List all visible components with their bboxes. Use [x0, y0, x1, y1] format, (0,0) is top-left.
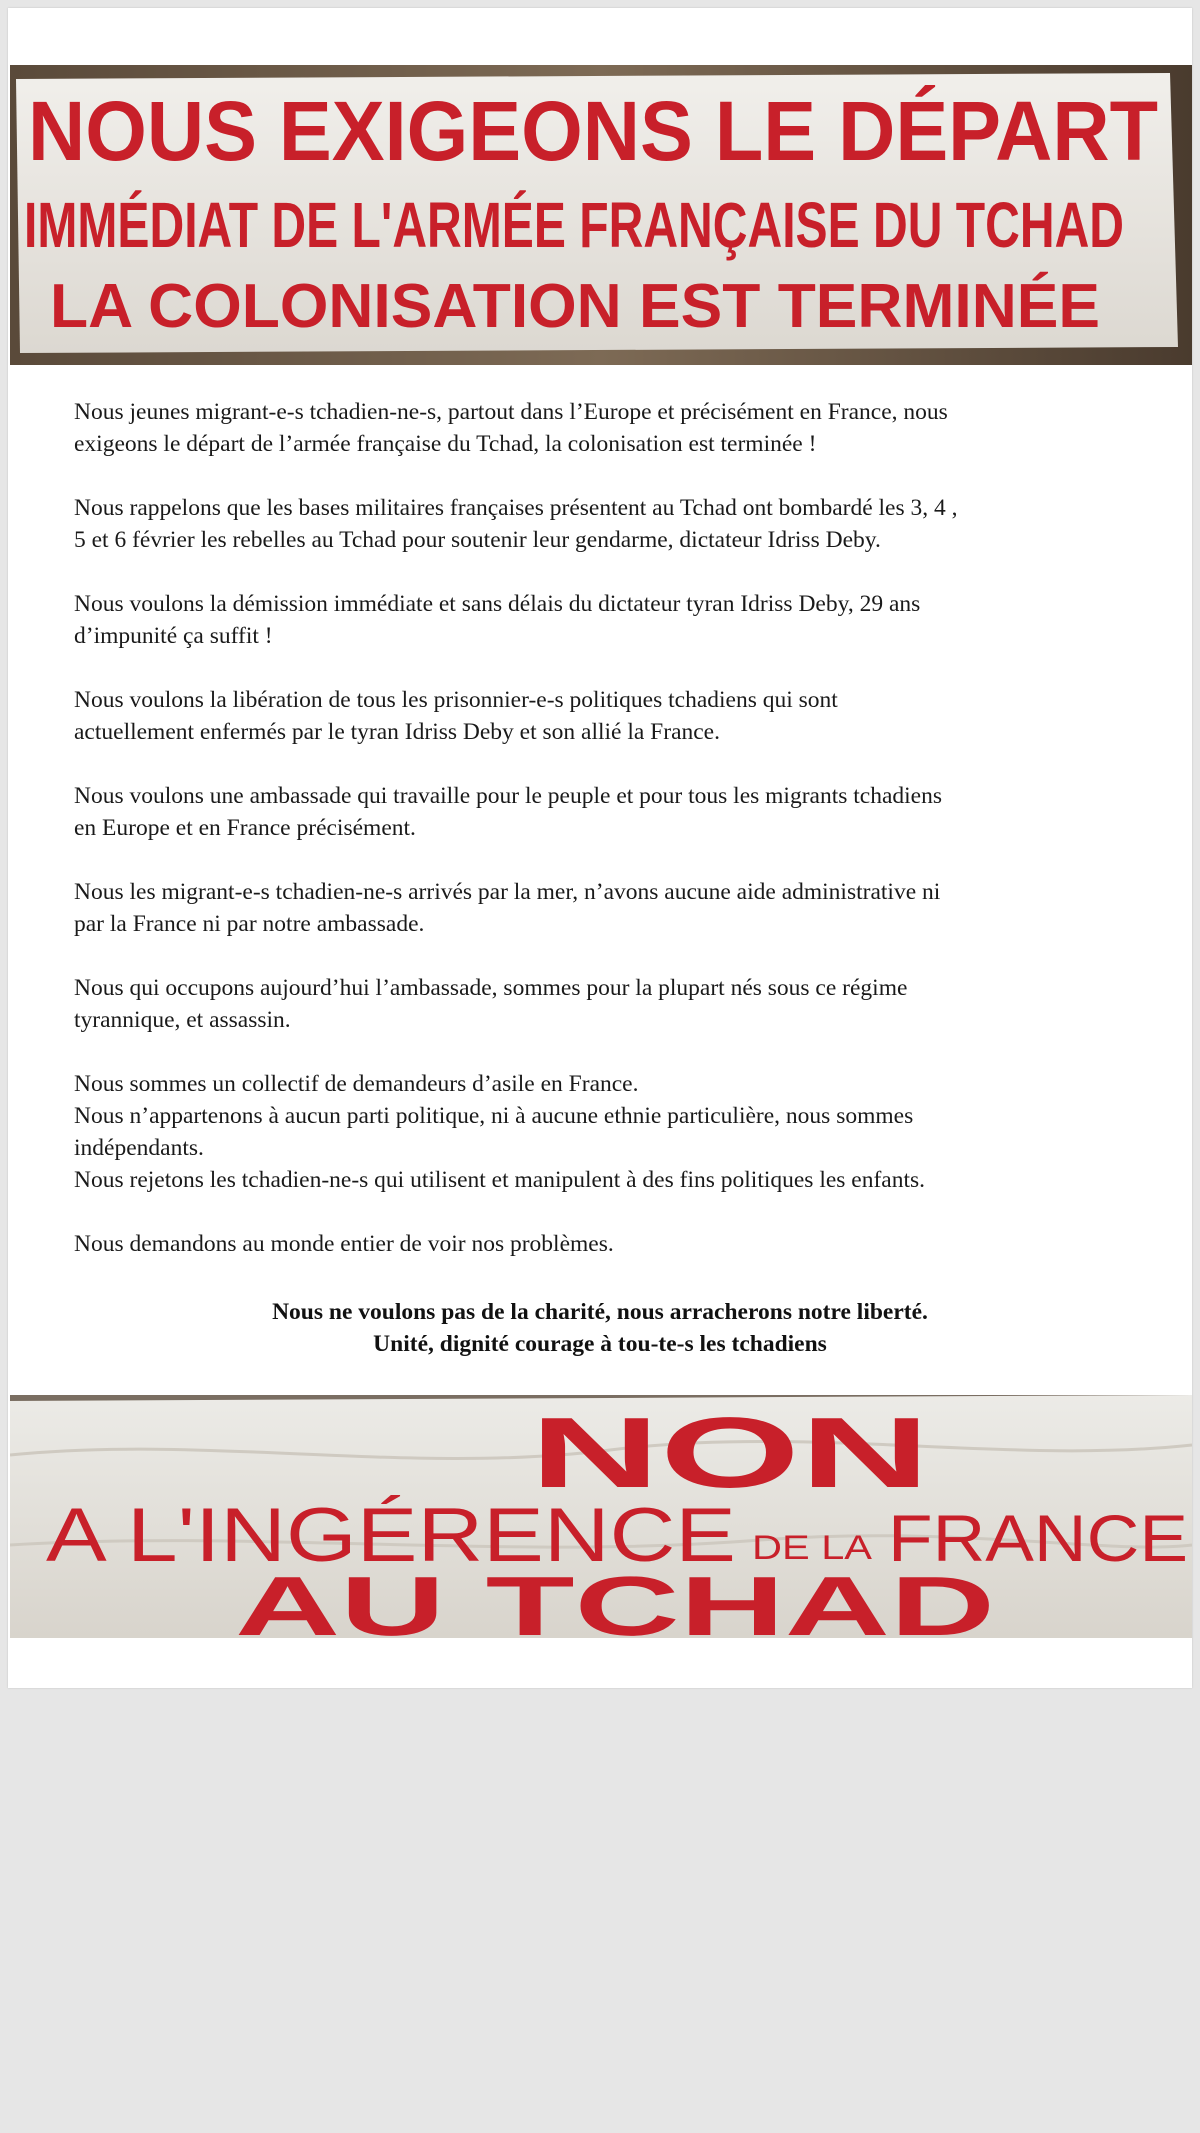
paragraph-5	[74, 780, 1134, 844]
bottom-banner-line-3: AU TCHAD	[235, 1559, 995, 1638]
bottom-banner-photo	[10, 1395, 1192, 1638]
paragraph-9	[74, 1228, 1134, 1260]
paragraph-line: Nous voulons la libération de tous les prisonnier-e-s politiques tchadiens qui sont	[74, 687, 838, 713]
paragraph-line: Nous qui occupons aujourd’hui l’ambassade, sommes pour la plupart nés sous ce régime	[74, 975, 908, 1001]
paragraph-line: Nous les migrant-e-s tchadien-ne-s arrivés par la mer, n’avons aucune aide administrative ni	[74, 879, 941, 905]
document-page	[8, 8, 1192, 1688]
top-banner-line-2: IMMÉDIAT DE L'ARMÉE FRANÇAISE DU TCHAD	[24, 189, 1124, 261]
bottom-banner-line-2b: DE LA	[752, 1529, 873, 1567]
paragraph-line: en Europe et en France précisément.	[74, 815, 416, 841]
paragraph-line: Nous sommes un collectif de demandeurs d’asile en France.	[74, 1071, 639, 1097]
paragraph-line: Nous voulons une ambassade qui travaille pour le peuple et pour tous les migrants tchadiens	[74, 783, 942, 809]
paragraph-line: Nous demandons au monde entier de voir nos problèmes.	[74, 1231, 614, 1257]
paragraph-line: d’impunité ça suffit !	[74, 623, 273, 649]
paragraph-line: 5 et 6 février les rebelles au Tchad pour soutenir leur gendarme, dictateur Idriss Deby.	[74, 527, 881, 553]
closing-line-1: Nous ne voulons pas de la charité, nous arracherons notre liberté.	[272, 1299, 928, 1325]
manifesto-text	[74, 396, 1134, 1292]
paragraph-line: Nous voulons la démission immédiate et sans délais du dictateur tyran Idriss Deby, 29 ans	[74, 591, 921, 617]
top-banner-photo	[10, 65, 1192, 365]
top-banner-line-3: LA COLONISATION EST TERMINÉE	[50, 272, 1100, 341]
bottom-banner-line-1: NON	[530, 1397, 930, 1509]
paragraph-line: Nous jeunes migrant-e-s tchadien-ne-s, partout dans l’Europe et précisément en France, nous	[74, 399, 948, 425]
bottom-banner-line-2a: A L'INGÉRENCE	[46, 1493, 736, 1578]
top-banner-line-1: NOUS EXIGEONS LE DÉPART	[28, 84, 1158, 178]
paragraph-line: Nous n’appartenons à aucun parti politique, ni à aucune ethnie particulière, nous sommes	[74, 1103, 914, 1129]
paragraph-line: actuellement enfermés par le tyran Idriss Deby et son allié la France.	[74, 719, 720, 745]
paragraph-3	[74, 588, 1134, 652]
closing-line-2: Unité, dignité courage à tou-te-s les tchadiens	[373, 1331, 827, 1357]
paragraph-line: tyrannique, et assassin.	[74, 1007, 291, 1033]
paragraph-line: exigeons le départ de l’armée française du Tchad, la colonisation est terminée !	[74, 431, 817, 457]
paragraph-line: Nous rejetons les tchadien-ne-s qui utilisent et manipulent à des fins politiques les enfants.	[74, 1167, 926, 1193]
bottom-banner-line-2c: FRANCE	[888, 1501, 1188, 1575]
paragraph-line: indépendants.	[74, 1135, 204, 1161]
top-banner-graphic	[10, 65, 1192, 365]
paragraph-7	[74, 972, 1134, 1036]
paragraph-line: Nous rappelons que les bases militaires françaises présentent au Tchad ont bombardé les 3, 4 ,	[74, 495, 958, 521]
paragraph-line: par la France ni par notre ambassade.	[74, 911, 425, 937]
closing-statement	[8, 1296, 1192, 1360]
paragraph-6	[74, 876, 1134, 940]
paragraph-4	[74, 684, 1134, 748]
paragraph-1	[74, 396, 1134, 460]
paragraph-2	[74, 492, 1134, 556]
bottom-banner-graphic	[10, 1395, 1192, 1638]
paragraph-8	[74, 1068, 1134, 1196]
